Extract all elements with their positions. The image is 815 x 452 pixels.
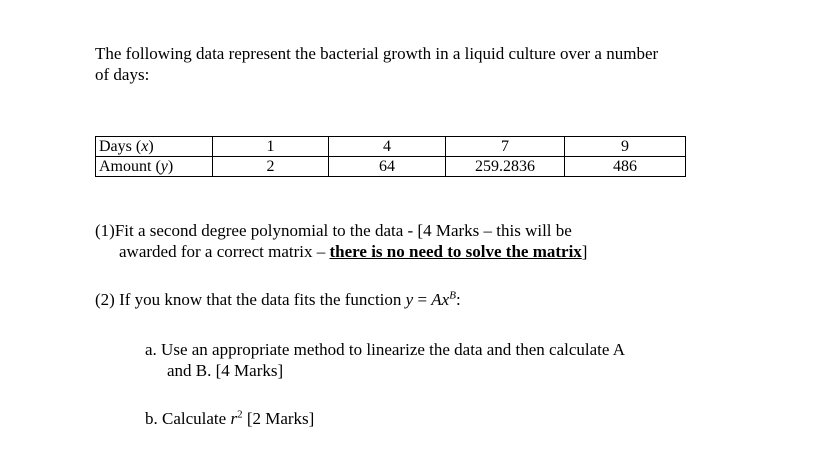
question-2b: [145, 408, 745, 429]
qa-line-2: and B. [4 Marks]: [167, 361, 284, 380]
q2-eq-sign: =: [413, 290, 432, 309]
qb-text: b. Calculate: [145, 409, 231, 428]
q2-eq-lhs: y: [405, 290, 414, 309]
q1-line-2-text: awarded for a correct matrix –: [119, 242, 330, 261]
row-header-days: [96, 137, 213, 157]
q2-text: (2) If you know that the data fits the function: [95, 290, 406, 309]
q1-bracket: ]: [581, 242, 588, 261]
table-cell: 4: [329, 137, 446, 157]
intro-paragraph: [95, 43, 735, 85]
table-cell: 1: [213, 137, 329, 157]
table-cell: 2: [213, 157, 329, 177]
table-row-days: [96, 137, 686, 157]
data-table: [95, 136, 686, 177]
table-cell: 259.2836: [446, 157, 565, 177]
row-header-var: x: [141, 138, 149, 155]
question-2: [95, 289, 735, 310]
question-2a: [145, 339, 745, 381]
table-cell: 7: [446, 137, 565, 157]
q2-colon: :: [455, 290, 461, 309]
row-header-label: Days (: [99, 138, 142, 155]
q1-line-2: [95, 241, 735, 262]
q1-emphasis: there is no need to solve the matrix: [329, 242, 582, 261]
table-row-amount: [96, 157, 686, 177]
row-header-close: ): [167, 158, 174, 175]
question-1: [95, 220, 735, 262]
row-header-close: ): [148, 138, 154, 155]
intro-line-1: The following data represent the bacterial growth in a liquid culture over a number: [95, 44, 659, 63]
row-header-label: Amount (: [99, 158, 161, 175]
table-cell: 486: [565, 157, 686, 177]
table-cell: 64: [329, 157, 446, 177]
qb-var: r: [230, 409, 238, 428]
q2-eq-exponent: B: [449, 289, 456, 302]
qb-marks: [2 Marks]: [242, 409, 315, 428]
row-header-amount: [96, 157, 213, 177]
table-cell: 9: [565, 137, 686, 157]
row-header-var: y: [160, 158, 168, 175]
qa-line-1: a. Use an appropriate method to linearize the data and then calculate A: [145, 340, 626, 359]
qb-exponent: 2: [237, 408, 243, 421]
intro-line-2: of days:: [95, 65, 150, 84]
q1-line-1: (1)Fit a second degree polynomial to the data - [4 Marks – this will be: [95, 221, 572, 240]
q2-eq-rhs: Ax: [431, 290, 450, 309]
